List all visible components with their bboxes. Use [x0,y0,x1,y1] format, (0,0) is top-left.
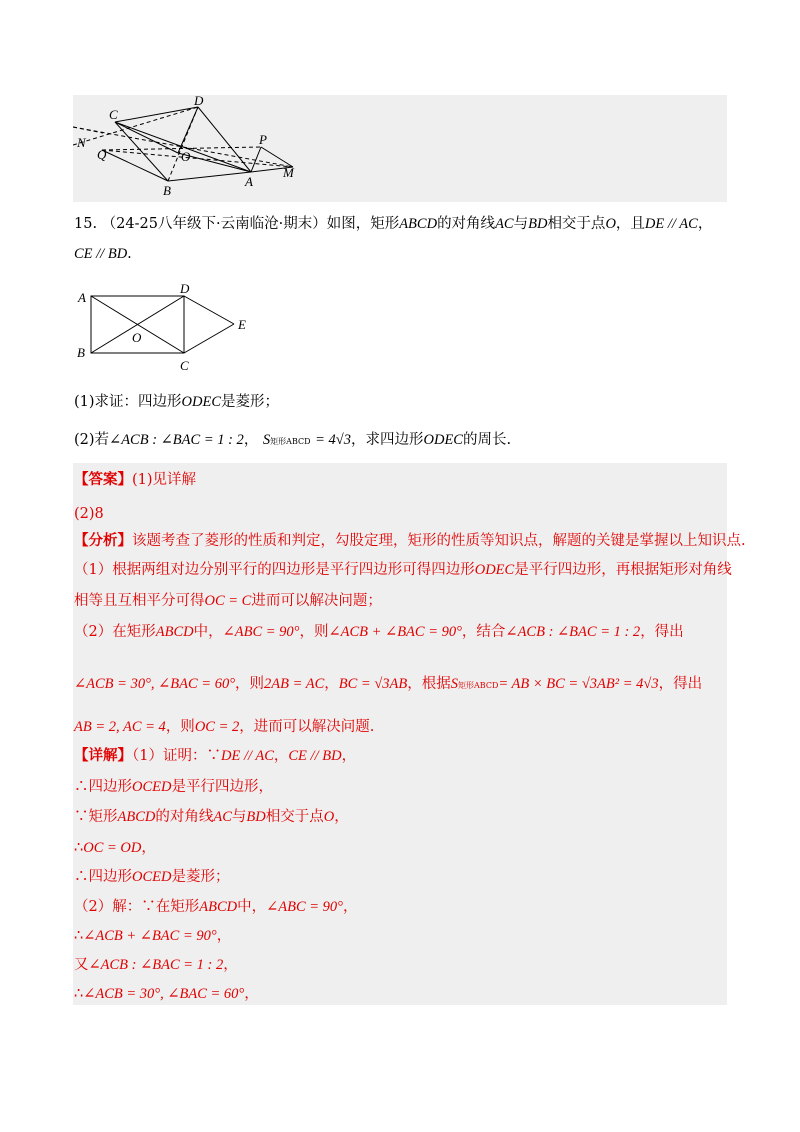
fig-q-label-d: D [180,281,190,296]
detail-line-1: 【详解】（1）证明：∵DE // AC，CE // BD， [74,747,357,764]
analysis-line-6: AB = 2, AC = 4，则OC = 2，进而可以解决问题. [74,719,375,735]
fig-top-label-n: N [77,135,86,150]
fig-q-label-b: B [77,345,85,360]
detail-line-9: ∴∠ACB = 30°, ∠BAC = 60°， [74,986,259,1002]
fig-top-label-m: M [283,165,294,180]
detail-line-8: 又∠ACB : ∠BAC = 1 : 2， [74,957,238,973]
answer-line-2: (2)8 [74,506,104,522]
question-line-2: CE // BD. [74,246,132,262]
detail-line-5: ∴四边形OCED是菱形； [74,869,230,885]
fig-top-label-c: C [109,107,118,122]
fig-q-label-c: C [180,358,189,373]
figure-question [74,280,264,375]
fig-top-label-o: O [181,149,191,164]
fig-top-label-d: D [194,95,204,108]
fig-q-label-a: A [78,290,86,305]
fig-q-label-e: E [238,317,246,332]
figure-top [73,95,333,202]
analysis-line-2: （1）根据两组对边分别平行的四边形是平行四边形可得四边形ODEC是平行四边形，再根据矩形对角线 [74,562,732,578]
part-1: (1)求证：四边形ODEC是菱形； [74,394,280,410]
fig-top-label-p: P [259,132,267,147]
fig-q-label-o: O [132,330,142,345]
part-2: (2)若∠ACB : ∠BAC = 1 : 2， S矩形ABCD = 4√3，求四边形ODEC的周长. [74,432,512,448]
detail-line-3: ∵矩形ABCD的对角线AC与BD相交于点O， [74,809,349,825]
detail-line-4: ∴OC = OD， [74,840,156,856]
analysis-line-3: 相等且互相平分可得OC = C进而可以解决问题； [74,593,382,609]
fig-top-label-b: B [163,183,171,198]
analysis-line-5: ∠ACB = 30°, ∠BAC = 60°，则2AB = AC，BC = √3AB，根据S矩形ABCD= AB × BC = √3AB² = 4√3，得出 [74,676,703,692]
analysis-line-1: 【分析】该题考查了菱形的性质和判定，勾股定理，矩形的性质等知识点，解题的关键是掌握以上知识点. [74,532,746,549]
detail-line-2: ∴四边形OCED是平行四边形， [74,779,273,795]
detail-line-7: ∴∠ACB + ∠BAC = 90°， [74,928,232,944]
question-line-1: 15. （24-25八年级下·云南临沧·期末）如图，矩形ABCD的对角线AC与BD相交于点O，且DE // AC， [74,216,713,232]
answer-line-1: 【答案】(1)见详解 [74,471,197,488]
fig-top-label-q: Q [97,147,107,162]
fig-top-label-a: A [245,174,253,189]
detail-line-6: （2）解：∵在矩形ABCD中，∠ABC = 90°， [74,899,358,915]
analysis-line-4: （2）在矩形ABCD中，∠ABC = 90°，则∠ACB + ∠BAC = 90°，结合∠ACB : ∠BAC = 1 : 2，得出 [74,624,684,640]
